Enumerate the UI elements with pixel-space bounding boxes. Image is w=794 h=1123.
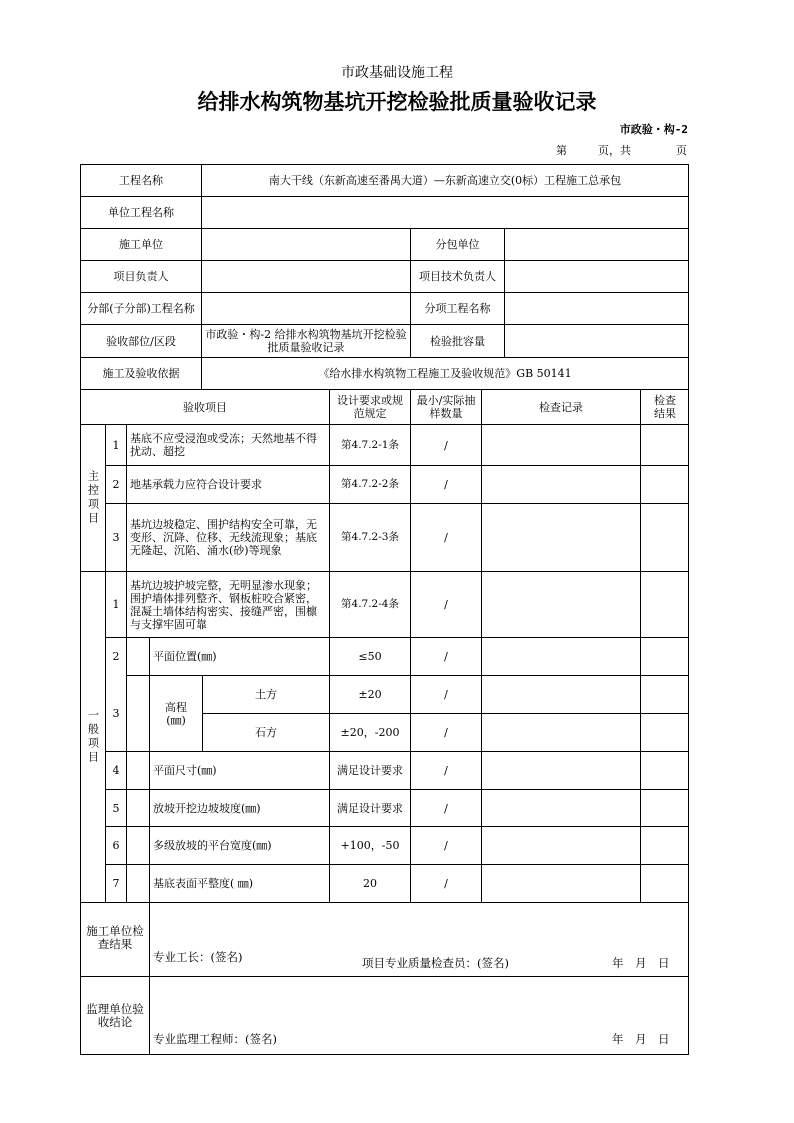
header-result: 检查结果 bbox=[654, 394, 676, 420]
main-items-group-label: 主控项目 bbox=[86, 470, 100, 526]
general-row-3-sample1[interactable]: / bbox=[444, 688, 448, 701]
general-row-6-no: 6 bbox=[112, 839, 120, 852]
project-name-label: 工程名称 bbox=[119, 174, 163, 187]
general-row-2-spec: ≤50 bbox=[358, 650, 382, 663]
main-row-2-spec: 第4.7.2-2条 bbox=[341, 478, 399, 490]
general-row-4-sample[interactable]: / bbox=[444, 764, 448, 777]
batch-capacity-label: 检验批容量 bbox=[430, 334, 485, 348]
general-row-1-desc: 基坑边坡护坡完整，无明显渗水现象；围护墙体排列整齐、钢板桩咬合紧密，混凝土墙体结构密实、接缝严密，围檩与支撑牢固可靠 bbox=[130, 578, 317, 631]
general-row-4-spec: 满足设计要求 bbox=[337, 764, 403, 777]
project-manager-value[interactable] bbox=[202, 261, 410, 292]
sub-item-value[interactable] bbox=[505, 293, 688, 324]
project-name-value[interactable]: 南大干线（东新高速至番禺大道）—东新高速立交(0标）工程施工总承包 bbox=[268, 174, 622, 187]
main-row-3-desc: 基坑边坡稳定、围护结构安全可靠，无变形、沉降、位移、无线流现象；基底无隆起、沉陷、涌水(砂)等现象 bbox=[130, 518, 317, 557]
general-row-3-sample2[interactable]: / bbox=[444, 726, 448, 739]
main-row-1-spec: 第4.7.2-1条 bbox=[341, 438, 399, 451]
general-row-2-no: 2 bbox=[112, 650, 120, 663]
general-row-4-desc: 平面尺寸(㎜) bbox=[153, 764, 217, 777]
subcontract-unit-value[interactable] bbox=[505, 229, 688, 260]
construction-unit-label: 施工单位 bbox=[119, 238, 163, 251]
general-row-5-no: 5 bbox=[112, 801, 120, 815]
unit-project-label: 单位工程名称 bbox=[108, 206, 174, 219]
quality-inspector-signature[interactable]: 项目专业质量检查员：(签名) bbox=[362, 956, 509, 970]
batch-capacity-value[interactable] bbox=[505, 325, 688, 357]
page-ye: 页 bbox=[676, 144, 687, 157]
main-row-2-desc: 地基承载力应符合设计要求 bbox=[130, 478, 262, 491]
supervision-conclusion-label: 监理单位验收结论 bbox=[86, 1002, 144, 1029]
general-row-1-spec: 第4.7.2-4条 bbox=[341, 598, 399, 610]
general-row-7-spec: 20 bbox=[363, 877, 377, 890]
main-row-3-no: 3 bbox=[112, 531, 120, 544]
header-item: 验收项目 bbox=[183, 400, 227, 414]
project-manager-label: 项目负责人 bbox=[113, 270, 169, 283]
general-row-6-spec: +100，-50 bbox=[340, 839, 400, 852]
general-row-1-no: 1 bbox=[112, 598, 120, 611]
general-row-7-desc: 基底表面平整度( ㎜) bbox=[153, 877, 254, 890]
general-row-6-sample[interactable]: / bbox=[444, 839, 448, 852]
general-row-3-desc: 高程(㎜) bbox=[165, 700, 187, 727]
construction-result-label: 施工单位检查结果 bbox=[86, 924, 144, 951]
construction-date[interactable]: 年 月 日 bbox=[612, 956, 670, 970]
general-items-group-label: 一般项目 bbox=[86, 709, 100, 765]
supervision-date[interactable]: 年 月 日 bbox=[612, 1032, 670, 1046]
general-row-5-sample[interactable]: / bbox=[444, 801, 448, 815]
general-row-3-spec2: ±20，-200 bbox=[340, 726, 400, 739]
main-row-3-sample[interactable]: / bbox=[444, 531, 448, 544]
general-row-2-desc: 平面位置(㎜) bbox=[153, 650, 217, 663]
form-code: 市政验・构-2 bbox=[619, 123, 688, 136]
general-row-3-sub1: 土方 bbox=[255, 688, 277, 701]
general-row-3-spec1: ±20 bbox=[358, 688, 382, 701]
main-row-2-no: 2 bbox=[112, 478, 120, 491]
general-row-6-desc: 多级放坡的平台宽度(㎜) bbox=[153, 839, 272, 852]
general-row-5-desc: 放坡开挖边坡坡度(㎜) bbox=[153, 801, 261, 815]
page-di: 第 bbox=[556, 144, 567, 157]
header-record: 检查记录 bbox=[539, 400, 583, 414]
header-design: 设计要求或规范规定 bbox=[337, 394, 403, 420]
tech-manager-value[interactable] bbox=[505, 261, 688, 292]
general-row-4-no: 4 bbox=[112, 764, 120, 777]
sub-division-value[interactable] bbox=[202, 293, 410, 324]
main-row-1-desc: 基底不应受浸泡或受冻；天然地基不得扰动、超挖 bbox=[130, 432, 317, 458]
general-row-7-no: 7 bbox=[112, 877, 120, 890]
sub-division-label: 分部(子分部)工程名称 bbox=[87, 302, 195, 315]
document-title: 给排水构筑物基坑开挖检验批质量验收记录 bbox=[197, 90, 597, 114]
general-row-1-sample[interactable]: / bbox=[444, 598, 448, 611]
header-sample: 最小/实际抽样数量 bbox=[416, 394, 476, 420]
main-row-1-sample[interactable]: / bbox=[444, 438, 448, 452]
general-row-5-spec: 满足设计要求 bbox=[337, 801, 403, 815]
acceptance-part-label: 验收部位/区段 bbox=[106, 334, 176, 348]
construction-unit-value[interactable] bbox=[202, 229, 410, 260]
subcontract-unit-label: 分包单位 bbox=[435, 238, 480, 251]
general-row-3-sub2: 石方 bbox=[255, 726, 277, 739]
general-row-7-sample[interactable]: / bbox=[444, 877, 448, 890]
basis-label: 施工及验收依据 bbox=[102, 367, 180, 380]
acceptance-part-value[interactable]: 市政验・构-2 给排水构筑物基坑开挖检验批质量验收记录 bbox=[205, 328, 407, 354]
basis-value: 《给水排水构筑物工程施工及验收规范》GB 50141 bbox=[318, 367, 572, 380]
general-row-2-sample[interactable]: / bbox=[444, 650, 448, 663]
main-row-3-spec: 第4.7.2-3条 bbox=[341, 531, 399, 543]
main-row-1-no: 1 bbox=[112, 438, 120, 452]
page-ye-gong: 页，共 bbox=[598, 144, 631, 157]
sub-item-label: 分项工程名称 bbox=[424, 302, 491, 315]
main-row-2-sample[interactable]: / bbox=[444, 478, 448, 491]
foreman-signature[interactable]: 专业工长：(签名) bbox=[153, 950, 243, 964]
supervisor-signature[interactable]: 专业监理工程师：(签名) bbox=[153, 1032, 277, 1046]
unit-project-value[interactable] bbox=[202, 197, 688, 228]
tech-manager-label: 项目技术负责人 bbox=[419, 270, 496, 283]
general-row-3-no: 3 bbox=[112, 707, 120, 720]
document-category: 市政基础设施工程 bbox=[341, 65, 453, 81]
